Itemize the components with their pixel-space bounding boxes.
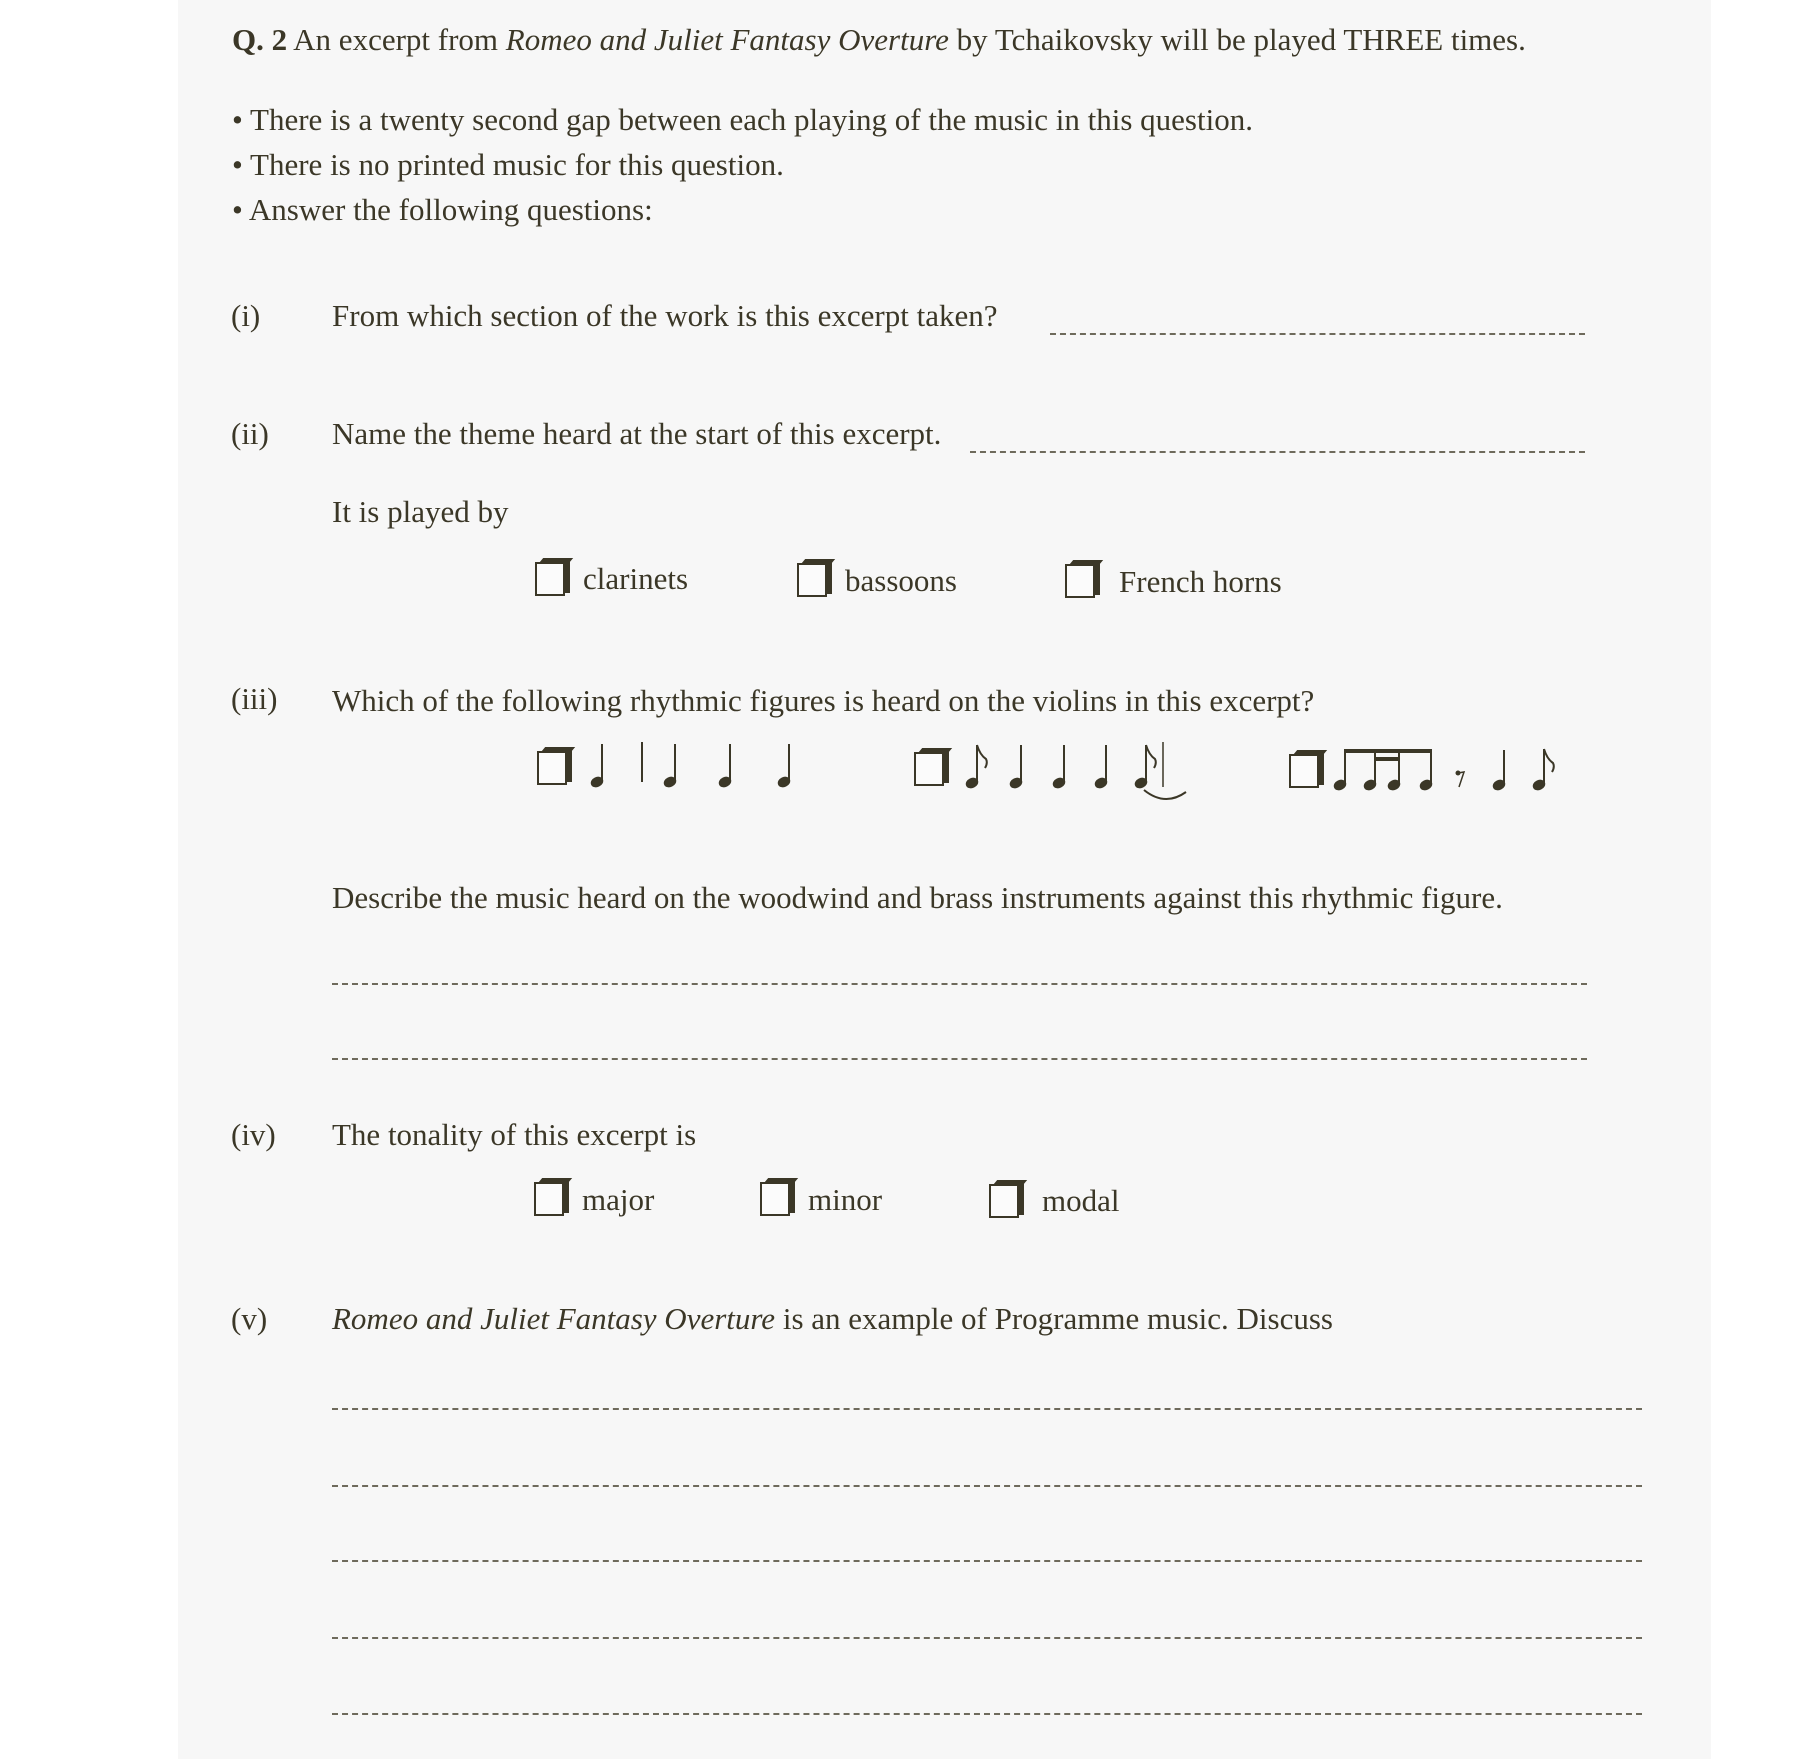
part-iii-question: Which of the following rhythmic figures is heard on the violins in this excerpt? [332, 683, 1315, 718]
checkbox-rhythm-2[interactable] [914, 752, 944, 786]
part-iii-answer-line-2[interactable] [332, 1058, 1587, 1060]
part-ii-answer-line[interactable] [970, 451, 1585, 453]
instruction-1: • There is a twenty second gap between each playing of the music in this question. [232, 102, 1253, 137]
question-heading [232, 24, 1526, 55]
part-v-label: (v) [231, 1301, 268, 1336]
part-ii-question: Name the theme heard at the start of this excerpt. [332, 416, 942, 451]
work-title: Romeo and Juliet Fantasy Overture [505, 22, 949, 57]
rhythm-figure-1-icon [580, 735, 810, 795]
rhythm-figure-2-icon [960, 735, 1210, 810]
part-ii-label: (ii) [231, 416, 269, 451]
part-iii-answer-line-1[interactable] [332, 983, 1587, 985]
option-french-horns: French horns [1119, 564, 1282, 599]
instruction-3: • Answer the following questions: [232, 192, 653, 227]
intro-suffix: by Tchaikovsky will be played THREE times. [956, 22, 1526, 57]
option-bassoons: bassoons [845, 563, 957, 598]
part-i-label: (i) [231, 298, 261, 333]
checkbox-clarinets[interactable] [535, 562, 565, 596]
part-ii-followup: It is played by [332, 494, 509, 529]
part-v-question [332, 1303, 1333, 1334]
checkbox-rhythm-1[interactable] [537, 751, 567, 785]
part-v-work-title: Romeo and Juliet Fantasy Overture [332, 1301, 776, 1336]
rhythm-figure-3-icon [1330, 745, 1610, 805]
option-minor: minor [808, 1182, 883, 1217]
option-major: major [582, 1182, 655, 1217]
part-v-answer-line-3[interactable] [332, 1560, 1642, 1562]
option-clarinets: clarinets [583, 561, 689, 596]
part-v-answer-line-2[interactable] [332, 1485, 1642, 1487]
intro-prefix: An excerpt from [293, 22, 499, 57]
part-iv-question: The tonality of this excerpt is [332, 1117, 697, 1152]
checkbox-bassoons[interactable] [797, 563, 827, 597]
checkbox-modal[interactable] [989, 1184, 1019, 1218]
part-v-answer-line-1[interactable] [332, 1408, 1642, 1410]
part-i-answer-line[interactable] [1050, 333, 1585, 335]
part-v-answer-line-5[interactable] [332, 1713, 1642, 1715]
checkbox-french-horns[interactable] [1065, 564, 1095, 598]
part-iii-followup: Describe the music heard on the woodwind and brass instruments against this rhythmic figure. [332, 880, 1503, 915]
part-i-question: From which section of the work is this excerpt taken? [332, 298, 998, 333]
part-iv-label: (iv) [231, 1117, 276, 1152]
checkbox-rhythm-3[interactable] [1289, 754, 1319, 788]
question-number: Q. 2 [232, 22, 288, 57]
part-v-answer-line-4[interactable] [332, 1637, 1642, 1639]
checkbox-major[interactable] [534, 1182, 564, 1216]
part-iii-label: (iii) [231, 681, 278, 716]
checkbox-minor[interactable] [760, 1182, 790, 1216]
option-modal: modal [1042, 1183, 1120, 1218]
instruction-2: • There is no printed music for this question. [232, 147, 784, 182]
part-v-text: is an example of Programme music. Discuss [782, 1301, 1333, 1336]
